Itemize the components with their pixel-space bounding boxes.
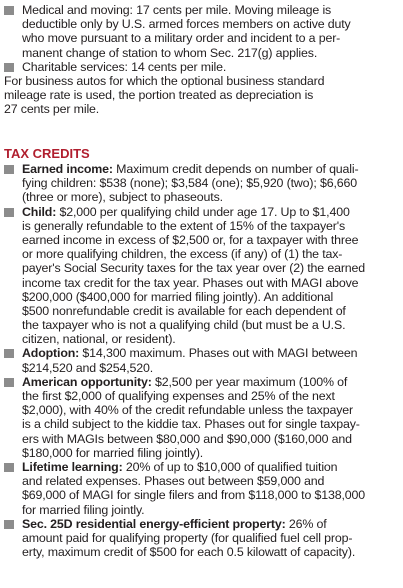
text-line [22, 517, 400, 531]
text-line: the taxpayer who is not a qualifying child (but must be a U.S. [22, 318, 346, 333]
text-line: deductible only by U.S. armed forces members on active duty [22, 17, 351, 32]
text-line: mileage rate is used, the portion treated as depreciation is [4, 88, 314, 103]
bullet-icon [4, 63, 14, 72]
credit-sec-25d-energy [4, 517, 400, 560]
credit-text: 20% of up to $10,000 of qualified tuition [122, 459, 338, 474]
bullet-icon [4, 208, 14, 217]
credit-label: Lifetime learning: [22, 459, 123, 474]
credit-text: $14,300 maximum. Phases out with MAGI between [79, 346, 358, 361]
text-line: $500 nonrefundable credit is available for each dependent of [22, 303, 346, 318]
bullet-icon [4, 165, 14, 174]
credit-label: Earned income: [22, 162, 113, 176]
credit-text: $2,000 per qualifying child under age 17. Up to $1,400 [56, 204, 350, 219]
text-line: $200,000 ($400,000 for married filing jointly). An additional [22, 289, 334, 304]
credit-text: Maximum credit depends on number of quali- [112, 162, 359, 176]
tax-credits-list [4, 162, 400, 559]
text-line: $180,000 for married filing jointly). [22, 445, 204, 460]
text-line: and related expenses. Phases out between $59,000 and [22, 474, 325, 489]
text-line: amount paid for qualifying property (for qualified fuel cell prop- [22, 530, 353, 545]
text-line [22, 375, 400, 389]
bullet-icon [4, 463, 14, 472]
text-line: $214,520 and $254,520. [22, 360, 154, 375]
text-line [22, 460, 400, 474]
section-title: TAX CREDITS [4, 146, 90, 161]
credit-label: American opportunity: [22, 374, 152, 389]
text-line: is generally refundable to the extent of 15% of the taxpayer's [22, 218, 346, 233]
credit-text: $2,500 per year maximum (100% of [151, 374, 348, 389]
credit-text: 26% of [285, 516, 327, 531]
credit-label: Adoption: [22, 346, 80, 361]
text-line: income tax credit for the tax year. Phases out with MAGI above [22, 275, 359, 290]
text-line: $69,000 of MAGI for single filers and from $118,000 to $138,000 [22, 488, 365, 503]
credit-earned-income [4, 162, 400, 205]
text-line: the first $2,000 of qualifying expenses and 25% of the next [22, 389, 335, 403]
credit-lifetime-learning [4, 460, 400, 517]
text-line: earned income in excess of $2,500 or, for a taxpayer with three [22, 232, 359, 247]
depreciation-paragraph [4, 74, 400, 117]
list-item-medical-moving [4, 3, 400, 60]
credit-label: Sec. 25D residential energy-efficient property: [22, 516, 286, 531]
credit-american-opportunity [4, 375, 400, 460]
bullet-icon [4, 349, 14, 358]
text-line: citizen, national, or resident). [22, 332, 176, 347]
bullet-icon [4, 6, 14, 15]
text-line: For business autos for which the optional business standard [4, 74, 325, 88]
credit-child [4, 205, 400, 347]
text-line [22, 205, 400, 219]
bullet-icon [4, 378, 14, 387]
text-line: (three or more), subject to phaseouts. [22, 190, 223, 205]
text-line: ers with MAGIs between $80,000 and $90,000 ($160,000 and [22, 431, 352, 446]
text-line [22, 162, 400, 176]
mileage-list [4, 3, 400, 74]
text-line [22, 346, 400, 360]
text-line: is a child subject to the kiddie tax. Phases out for single taxpay- [22, 417, 360, 432]
text-line: payer's Social Security taxes for the tax year over (2) the earned [22, 261, 366, 276]
text-line: erty, maximum credit of $500 for each 0.5 kilowatt of capacity). [22, 545, 356, 560]
text-line: or more qualifying children, the excess (if any) of (1) the tax- [22, 247, 343, 262]
credit-adoption [4, 346, 400, 374]
text-line: Charitable services: 14 cents per mile. [22, 59, 227, 74]
text-line: $2,000), with 40% of the credit refundable unless the taxpayer [22, 403, 353, 418]
credit-label: Child: [22, 204, 57, 219]
text-line: fying children: $538 (none); $3,584 (one); $5,920 (two); $6,660 [22, 176, 357, 191]
bullet-icon [4, 520, 14, 529]
text-line: 27 cents per mile. [4, 102, 100, 117]
text-line: for married filing jointly. [22, 502, 145, 517]
text-line: Medical and moving: 17 cents per mile. Moving mileage is [22, 3, 332, 17]
text-line: who move pursuant to a military order and incident to a per- [22, 31, 341, 46]
list-item-charitable [4, 60, 400, 74]
text-line: manent change of station to whom Sec. 217(g) applies. [22, 45, 318, 60]
